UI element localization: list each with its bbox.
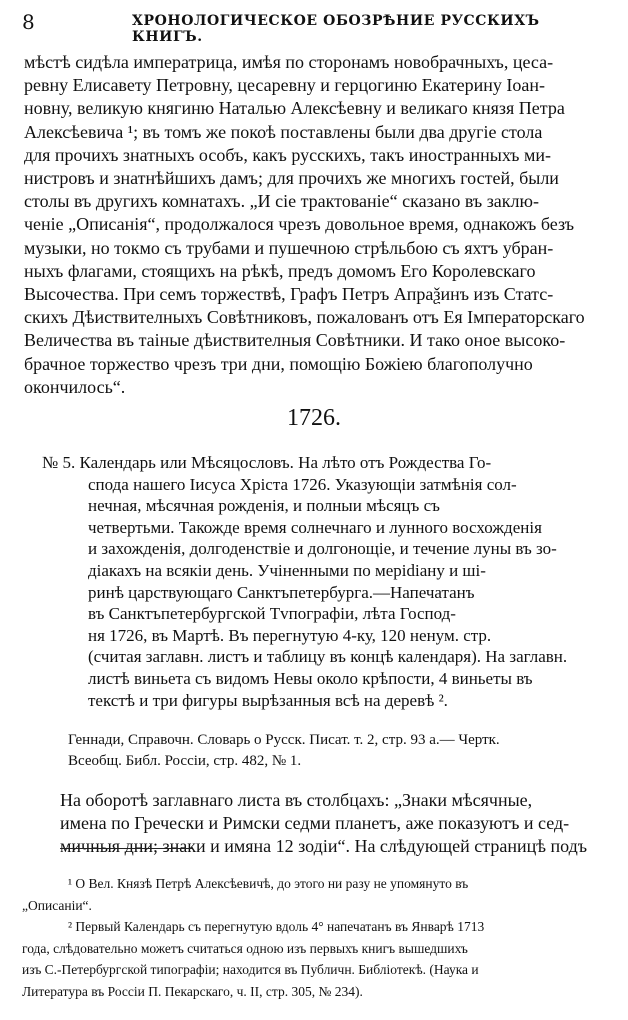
body-line: ревну Елисавету Петровну, цесаревну и герцогиню Екатерину Іоан- [24,75,545,96]
year-heading: 1726. [287,405,341,431]
body-line: нистровъ и знатнѣйшихъ дамъ; для прочихъ же многихъ гостей, были [24,168,559,188]
entry-line: и захожденія, долгоденствіе и долгонощіе, и течение луны въ зо- [88,539,557,559]
footnote-line: ² Первый Календарь съ перегнутую вдоль 4° напечатанъ въ Январѣ 1713 [68,919,485,935]
page-header [22,10,606,45]
footnote-line: ¹ О Вел. Князѣ Петрѣ Алексѣевичѣ, до этого ни разу не упомянуто въ [68,876,469,891]
entry-line: спода нашего Іисуса Хріста 1726. Указующіи затмѣнія сол- [88,474,517,494]
footnote-line: Литература въ Россіи П. Пекарскаго, ч. II, стр. 305, № 234). [22,984,363,999]
entry-line: въ Санктъпетербургской Тvпографiи, лѣта Господ- [88,604,456,624]
continuation-line: На оборотѣ заглавнаго листа въ столбцахъ: „Знаки мѣсячные, [60,790,533,810]
footnote-line: „Описаніи“. [22,897,92,913]
entry-line: діакахъ на всякіи день. Учіненными по меріdіану и шi- [88,561,486,580]
running-title: ХРОНОЛОГИЧЕСКОЕ ОБОЗРѢНИЕ РУССКИХЪ КНИГЪ. [132,13,540,45]
entry-line: четвертьми. Такожде время солнечнаго и лунного восхожденія [88,517,542,537]
body-line: мѣстѣ сидѣла императрица, имѣя по сторонамъ новобрачныхъ, цеса- [24,52,554,72]
body-line: для прочихъ знатныхъ особъ, какъ русскихъ, такъ иностранныхъ ми- [24,144,551,165]
entry-line: ринѣ царствующаго Санктъпетербурга.—Напечатанъ [88,582,475,602]
footnote-rule [60,848,192,849]
reference-line: Геннади, Справочн. Словарь о Русск. Писат. т. 2, стр. 93 а.— Чертк. [68,732,500,748]
body-line: скихъ Дѣиствителныхъ Совѣтниковъ, пожалованъ отъ Ея Імператорскаго [24,307,585,328]
body-line: Алексѣевича ¹; въ томъ же покоѣ поставлены были два другіе стола [24,121,543,142]
body-line: новну, великую княгиню Наталью Алексѣевну и великаго князя Петра [24,98,565,119]
body-line: ченіе „Описанія“, продолжалося чрезъ довольное время, однакожъ безъ [24,214,575,235]
continuation-line: мичныя дни; знаки и имяна 12 зодіи“. На слѣдующей страницѣ подъ [60,836,588,856]
body-line: Высочества. При семъ торжествѣ, Графъ Петръ Апраѯинъ изъ Статс- [24,284,554,304]
entry-line: листѣ виньета съ видомъ Невы около крѣпости, 4 виньеты въ [88,669,533,688]
entry-line: ня 1726, въ Мартѣ. Въ перегнутую 4-ку, 120 ненум. стр. [88,625,492,645]
body-line: музыки, но токмо съ трубами и пушечною стрѣльбою съ яхтъ убран- [24,237,554,258]
body-line: ныхъ флагами, стоящихъ на рѣкѣ, предъ домомъ Его Королевскаго [24,260,536,281]
body-line: столы въ другихъ комнатахъ. „И сіе трактованіе“ сказано въ заклю- [24,191,539,212]
body-line: брачное торжество чрезъ три дни, помощію Божіею благополучно [24,353,533,374]
entry-line: № 5. Календарь или Мѣсяцословъ. На лѣто отъ Рождества Го- [42,453,492,472]
body-line: Величества въ таіные дѣиствителныя Совѣтники. И тако оное высоко- [24,330,566,351]
entry-line: (считая заглавн. листъ и таблицу въ концѣ календаря). На заглавн. [88,647,568,667]
reference-line: Всеобщ. Библ. Россіи, стр. 482, № 1. [68,753,302,769]
footnote-line: года, слѣдовательно можетъ считаться одною изъ первыхъ книгъ вышедшихъ [22,940,468,956]
page-number: 8 [22,10,35,34]
continuation-line: имена по Гречески и Римски седми планетъ, аже показуютъ и сед- [60,813,570,833]
footnote-line: изъ С.-Петербургской типографіи; находится въ Публичн. Библіотекѣ. (Наука и [22,962,479,978]
entry-line: текстѣ и три фигуры вырѣзанныя всѣ на деревѣ ². [88,690,448,710]
body-line: окончилось“. [24,376,126,397]
entry-line: нечная, мѣсячная рожденія, и полныи мѣсяцъ съ [88,496,440,516]
